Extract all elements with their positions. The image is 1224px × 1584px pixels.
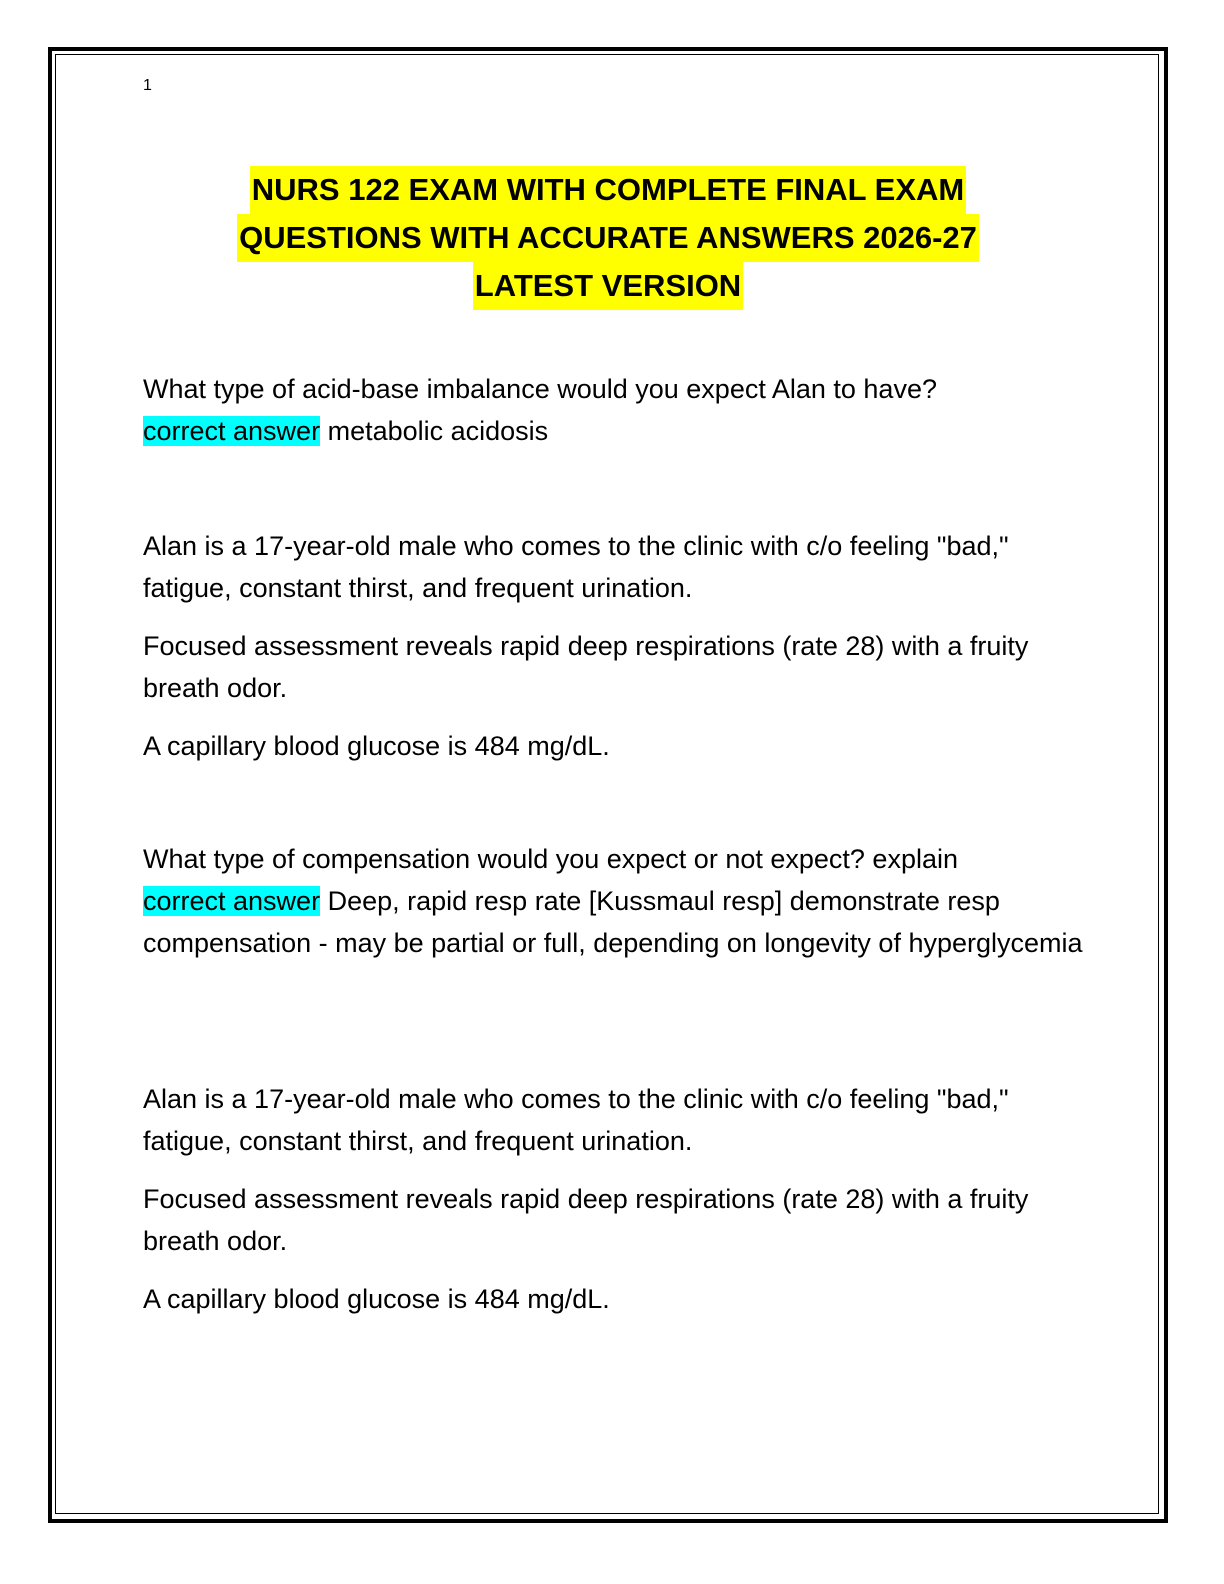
document-title [120,166,1096,310]
qa-block-2 [143,838,1083,980]
case-block-2 [143,1078,1083,1336]
page-number: 1 [143,77,152,94]
case-block-1 [143,525,1083,783]
question-answer-2 [143,838,1083,964]
title-line-1: NURS 122 EXAM WITH COMPLETE FINAL EXAM [250,166,967,214]
question-text: What type of compensation would you expect or not expect? explain [143,844,958,874]
qa-block-1 [143,368,1083,468]
case-paragraph: Alan is a 17-year-old male who comes to the clinic with c/o feeling "bad," fatigue, constant thirst, and frequent urination. [143,531,1009,603]
title-line-3: LATEST VERSION [473,262,743,310]
case-paragraph: Focused assessment reveals rapid deep respirations (rate 28) with a fruity breath odor. [143,631,1029,703]
case-paragraph: Alan is a 17-year-old male who comes to the clinic with c/o feeling "bad," fatigue, constant thirst, and frequent urination. [143,1084,1009,1156]
question-answer-1 [143,368,1083,452]
case-paragraph: A capillary blood glucose is 484 mg/dL. [143,1284,610,1314]
title-line-2: QUESTIONS WITH ACCURATE ANSWERS 2026-27 [237,214,979,262]
correct-answer-label: correct answer [143,886,321,916]
case-paragraph: Focused assessment reveals rapid deep respirations (rate 28) with a fruity breath odor. [143,1184,1029,1256]
answer-text: Deep, rapid resp rate [Kussmaul resp] demonstrate resp compensation - may be partial or full, depending on longevity of hyperglycemia [143,886,1083,958]
question-text: What type of acid-base imbalance would you expect Alan to have? [143,374,937,404]
case-paragraph: A capillary blood glucose is 484 mg/dL. [143,731,610,761]
correct-answer-label: correct answer [143,416,321,446]
answer-text: metabolic acidosis [327,416,549,446]
